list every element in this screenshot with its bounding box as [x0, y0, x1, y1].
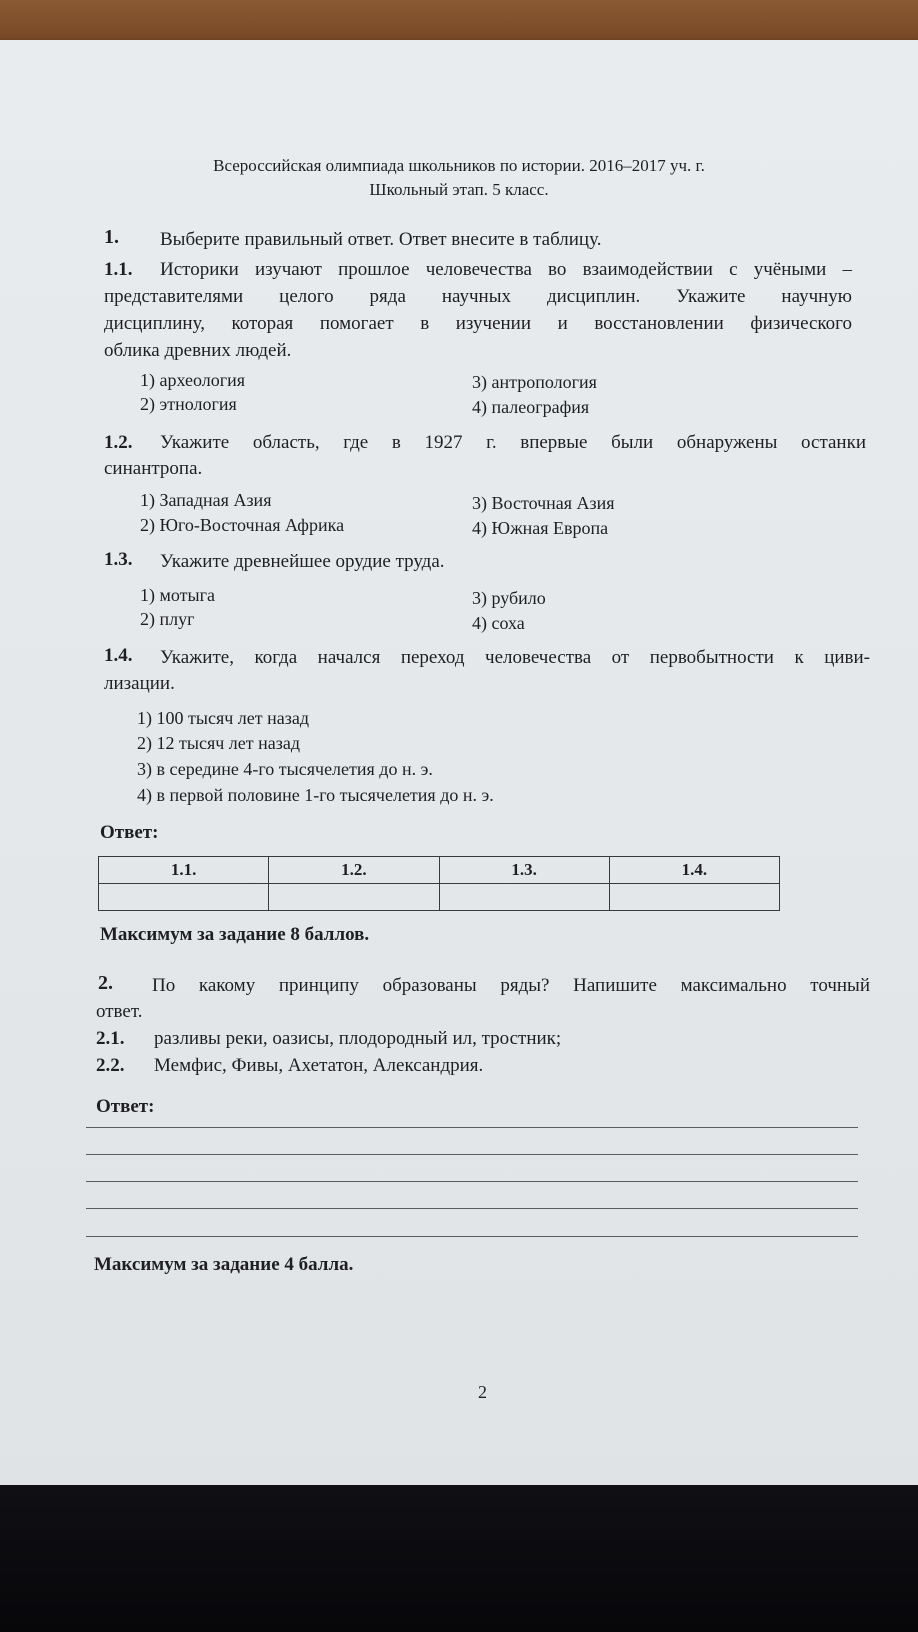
q1-4-option-4: 4) в первой половине 1-го тысячелетия до н. э. [137, 785, 494, 805]
answer-table-header-1-4: 1.4. [609, 857, 779, 884]
q1-3-option-1: 1) мотыга [140, 585, 215, 605]
q1-4-option-3: 3) в середине 4-го тысячелетия до н. э. [137, 759, 433, 779]
q1-4-line-1: Укажите, когда начался переход человечества от первобытности к циви- [160, 647, 870, 668]
q1-1-option-1: 1) археология [140, 370, 246, 390]
q1-2-option-4: 4) Южная Европа [472, 518, 609, 538]
q1-1-line-1: Историки изучают прошлое человечества во взаимодействии с учёными – [160, 259, 852, 280]
answer-cell-1-2[interactable] [269, 884, 439, 911]
q1-1-line-2: представителями целого ряда научных дисциплин. Укажите научную [104, 286, 852, 307]
task2-2-number: 2.2. [96, 1055, 125, 1076]
answer-table-header-1-3: 1.3. [439, 857, 609, 884]
q1-2-option-3: 3) Восточная Азия [472, 493, 615, 513]
q1-4-option-1: 1) 100 тысяч лет назад [137, 708, 309, 728]
q1-2-option-2: 2) Юго-Восточная Африка [140, 515, 345, 535]
desk-surface-bottom [0, 1485, 918, 1632]
q1-2-option-1: 1) Западная Азия [140, 490, 272, 510]
q1-1-option-2: 2) этнология [140, 394, 237, 414]
answer-cell-1-1[interactable] [99, 884, 269, 911]
task1-instruction: Выберите правильный ответ. Ответ внесите в таблицу. [160, 229, 602, 250]
task2-1-number: 2.1. [96, 1028, 125, 1049]
page-number: 2 [478, 1382, 487, 1402]
answer-table-header-1-2: 1.2. [269, 857, 439, 884]
answer-cell-1-3[interactable] [439, 884, 609, 911]
task2-answer-label: Ответ: [96, 1096, 155, 1117]
q1-3-option-2: 2) плуг [140, 609, 195, 629]
q1-3-number: 1.3. [104, 549, 133, 570]
q1-2-number: 1.2. [104, 432, 133, 453]
q1-1-option-4: 4) палеография [472, 397, 590, 417]
q1-2-line-1: Укажите область, где в 1927 г. впервые были обнаружены останки [160, 432, 866, 453]
header-line-2: Школьный этап. 5 класс. [369, 180, 549, 199]
answer-line-3[interactable] [86, 1181, 858, 1182]
task1-max-score: Максимум за задание 8 баллов. [100, 924, 370, 945]
answer-line-5[interactable] [86, 1236, 858, 1237]
header-line-1: Всероссийская олимпиада школьников по истории. 2016–2017 уч. г. [213, 156, 705, 175]
answer-table-header-1-1: 1.1. [99, 857, 269, 884]
answer-line-1[interactable] [86, 1127, 858, 1128]
q1-4-number: 1.4. [104, 645, 133, 666]
task2-1-text: разливы реки, оазисы, плодородный ил, тростник; [154, 1028, 562, 1049]
q1-1-line-3: дисциплину, которая помогает в изучении и восстановлении физического [104, 313, 852, 334]
task1-answer-label: Ответ: [100, 822, 159, 843]
answer-table [98, 856, 780, 911]
q1-4-option-2: 2) 12 тысяч лет назад [137, 733, 300, 753]
task2-line-1: По какому принципу образованы ряды? Напишите максимально точный [152, 975, 870, 996]
q1-3-option-4: 4) соха [472, 613, 525, 633]
task2-number: 2. [98, 972, 113, 994]
answer-cell-1-4[interactable] [609, 884, 779, 911]
answer-line-2[interactable] [86, 1154, 858, 1155]
answer-line-4[interactable] [86, 1208, 858, 1209]
answer-table-answer-row [99, 884, 780, 911]
q1-1-line-4: облика древних людей. [104, 340, 292, 361]
task2-line-2: ответ. [96, 1001, 143, 1022]
q1-3-option-3: 3) рубило [472, 588, 546, 608]
q1-1-number: 1.1. [104, 259, 133, 280]
q1-4-line-2: лизации. [104, 673, 175, 694]
q1-3-text: Укажите древнейшее орудие труда. [160, 551, 445, 572]
q1-2-line-2: синантропа. [104, 458, 203, 479]
q1-1-option-3: 3) антропология [472, 372, 597, 392]
task2-2-text: Мемфис, Фивы, Ахетатон, Александрия. [154, 1055, 484, 1076]
task2-max-score: Максимум за задание 4 балла. [94, 1254, 354, 1275]
answer-table-header-row [99, 857, 780, 884]
task1-number: 1. [104, 226, 119, 248]
